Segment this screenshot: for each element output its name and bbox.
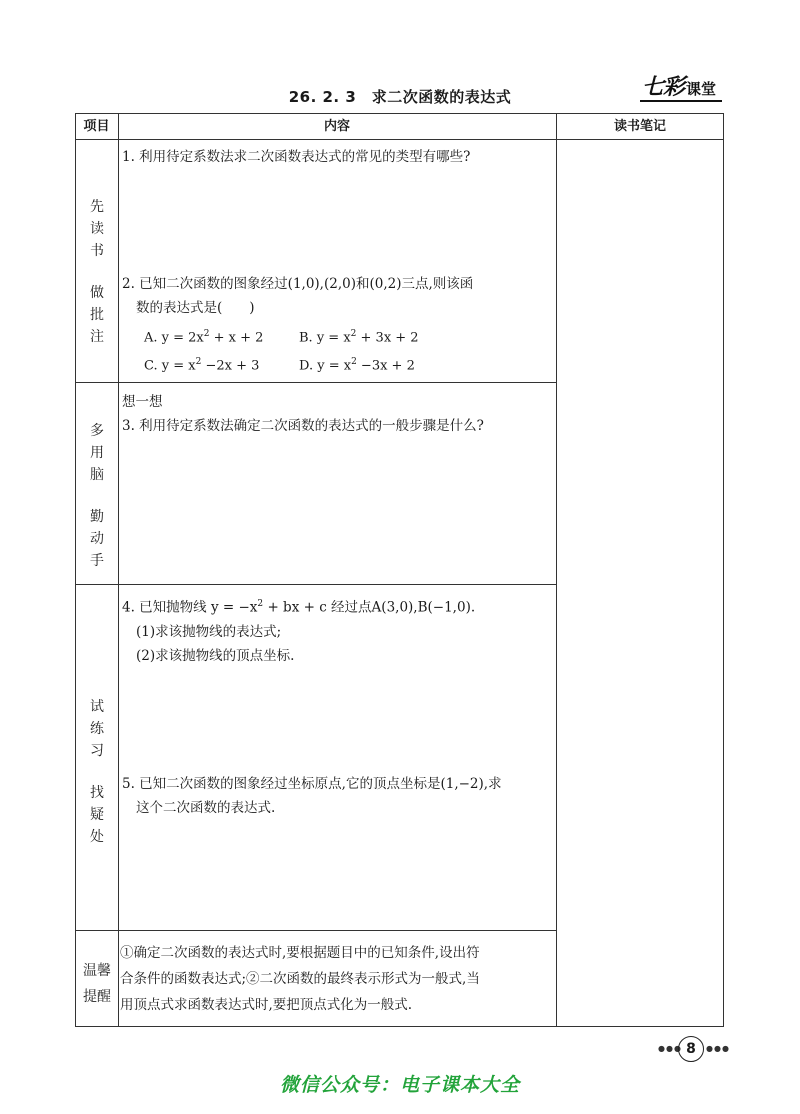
row-divider-2 (75, 584, 557, 585)
column-divider-2 (556, 113, 557, 1027)
tips-text: ①确定二次函数的表达式时,要根据题目中的已知条件,设出符 合条件的函数表达式;②二次函数的最终表示形式为一般式,当 用顶点式求函数表达式时,要把顶点式化为一般式. (120, 945, 480, 1013)
brand-name: 七彩 (642, 75, 685, 100)
question-2: 2. 已知二次函数的图象经过(1,0),(2,0)和(0,2)三点,则该函 数的表达式是( ) A. $y = 2x^2 + x + 2$ B. $y = x^2 + 3x + 2$ C. $y = x^2 -2x + 3$ D. $y = x^2 -3x + 2$ (122, 272, 554, 379)
question-3: 想一想 3. 利用待定系数法确定二次函数的表达式的一般步骤是什么? (122, 390, 554, 438)
header-notes: 读书笔记 (613, 119, 666, 134)
option-c: C. $y = x^2 -2x + 3$ (144, 357, 260, 374)
question-1: 1. 利用待定系数法求二次函数表达式的常见的类型有哪些? (122, 149, 471, 165)
question-5: 5. 已知二次函数的图象经过坐标原点,它的顶点坐标是(1,−2),求 这个二次函数的表达式. (122, 776, 502, 816)
header-content: 内容 (323, 119, 350, 134)
option-a: A. $y = 2x^2 + x + 2$ (144, 329, 264, 346)
brand-suffix: 课堂 (686, 80, 717, 98)
page-number-badge (658, 1036, 730, 1062)
question-4: 4. 已知抛物线 $y = -x^2$ + bx + c 经过点A(3,0),B(−1,0). (1)求该抛物线的表达式; (2)求该抛物线的顶点坐标. (122, 599, 476, 664)
worksheet-table (75, 113, 724, 1027)
section-label-think: 多 用 脑 勤 动 手 (90, 423, 104, 569)
page-number: 8 (678, 1036, 704, 1062)
option-b: B. $y = x^2 + 3x + 2$ (299, 329, 419, 346)
header-item: 项目 (83, 119, 110, 134)
watermark-text: 微信公众号：电子课本大全 (279, 1074, 520, 1096)
think-heading: 想一想 (122, 394, 163, 410)
page-title: 26. 2. 3 求二次函数的表达式 (288, 88, 512, 106)
row-divider-3 (75, 930, 557, 931)
section-label-practice: 试 练 习 找 疑 处 (90, 699, 104, 845)
option-d: D. $y = x^2 -3x + 2$ (299, 357, 415, 374)
dots-left-icon: ●●● (658, 1044, 682, 1053)
row-divider-1 (75, 382, 557, 383)
section-label-read: 先 读 书 做 批 注 (90, 199, 104, 345)
dots-right-icon: ●●● (706, 1044, 730, 1053)
section-label-tips: 温馨 提醒 (83, 963, 111, 1005)
header-divider (75, 139, 724, 140)
